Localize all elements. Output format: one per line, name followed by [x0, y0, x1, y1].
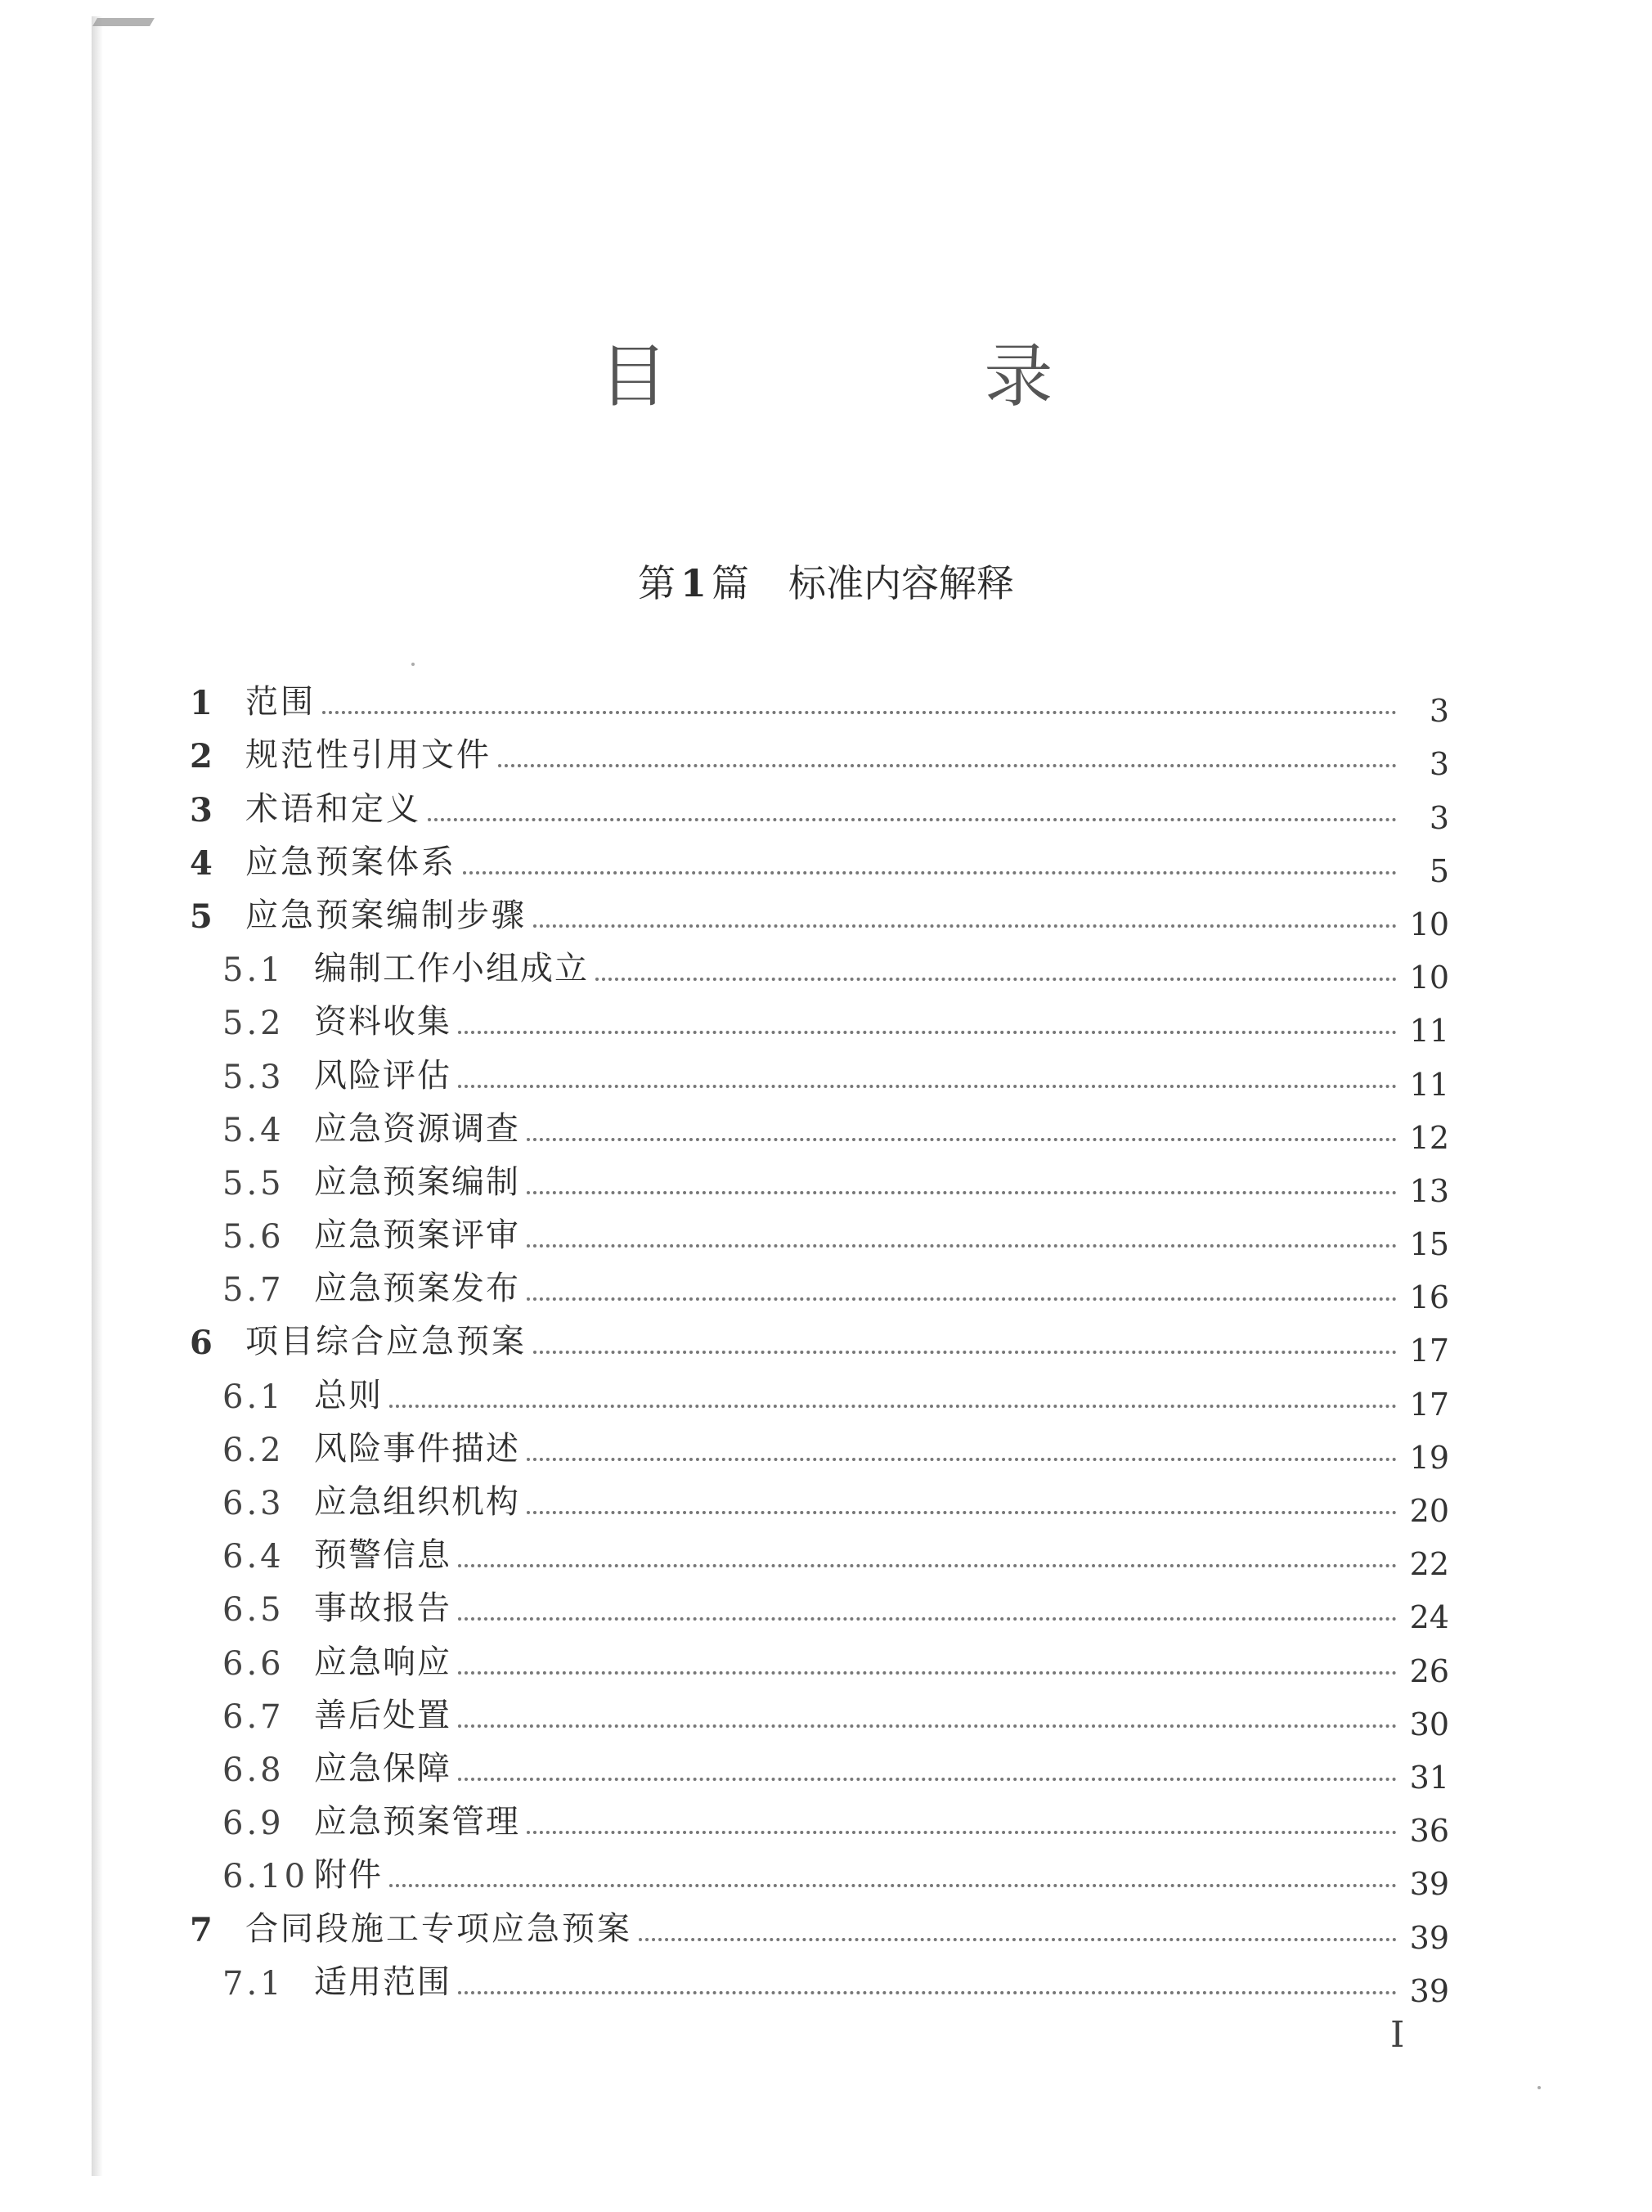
part-number: 1	[680, 561, 707, 605]
toc-dot-leader	[458, 1031, 1397, 1034]
toc-entry-number: 6.1	[222, 1378, 285, 1416]
toc-dot-leader	[527, 1297, 1397, 1301]
toc-entry-page: 16	[1409, 1279, 1449, 1316]
toc-entry-page: 3	[1429, 799, 1449, 836]
toc-entry[interactable]	[190, 1416, 1449, 1476]
toc-entry-title: 应急预案发布	[314, 1270, 520, 1308]
toc-entry-number: 6.3	[222, 1485, 285, 1522]
toc-dot-leader	[498, 764, 1397, 767]
toc-entry-number: 5.1	[222, 951, 285, 990]
toc-entry-title: 应急预案编制	[314, 1162, 520, 1201]
toc-entry[interactable]	[190, 1629, 1449, 1689]
toc-entry-page: 22	[1409, 1546, 1449, 1583]
part-heading	[0, 561, 1652, 605]
toc-dot-leader	[527, 1511, 1397, 1514]
toc-entry-title: 编制工作小组成立	[314, 950, 589, 988]
toc-entry[interactable]	[190, 776, 1449, 836]
toc-entry-number: 1	[190, 684, 213, 723]
toc-entry[interactable]	[190, 1895, 1449, 1956]
toc-entry[interactable]	[190, 1949, 1449, 2009]
toc-entry[interactable]	[190, 669, 1449, 730]
toc-dot-leader	[458, 1564, 1397, 1567]
toc-entry-page: 11	[1409, 1066, 1449, 1103]
toc-entry-title: 善后处置	[314, 1696, 451, 1734]
toc-entry[interactable]	[190, 1042, 1449, 1103]
toc-entry-title: 项目综合应急预案	[245, 1323, 527, 1361]
toc-entry-number: 5.4	[222, 1111, 285, 1149]
toc-dot-leader	[458, 1991, 1397, 1994]
toc-entry-title: 预警信息	[314, 1536, 451, 1575]
toc-entry-page: 39	[1409, 1972, 1449, 2009]
scan-speck	[1538, 2086, 1541, 2089]
toc-dot-leader	[595, 978, 1397, 981]
toc-dot-leader	[428, 818, 1397, 821]
toc-entry-number: 6.8	[222, 1751, 285, 1789]
toc-entry-page: 10	[1409, 906, 1449, 942]
toc-entry-number: 7.1	[222, 1964, 285, 2003]
toc-entry-title: 风险评估	[314, 1056, 451, 1095]
toc-entry-number: 2	[190, 737, 213, 776]
toc-entry-page: 19	[1409, 1439, 1449, 1476]
toc-entry-title: 附件	[314, 1856, 383, 1895]
toc-entry-page: 3	[1429, 693, 1449, 730]
toc-entry[interactable]	[190, 1096, 1449, 1156]
toc-entry[interactable]	[190, 1736, 1449, 1796]
toc-entry[interactable]	[190, 1256, 1449, 1316]
toc-entry-number: 5.5	[222, 1164, 285, 1203]
toc-dot-leader	[458, 1085, 1397, 1088]
toc-entry[interactable]	[190, 936, 1449, 996]
toc-dot-leader	[533, 1351, 1397, 1354]
toc-entry-title: 总则	[314, 1376, 383, 1414]
toc-entry-page: 24	[1409, 1599, 1449, 1636]
toc-entry-title: 应急资源调查	[314, 1109, 520, 1148]
toc-entry[interactable]	[190, 1522, 1449, 1583]
toc-entry[interactable]	[190, 989, 1449, 1050]
toc-entry-page: 17	[1409, 1333, 1449, 1369]
toc-dot-leader	[527, 1244, 1397, 1248]
toc-entry-page: 31	[1409, 1759, 1449, 1796]
toc-entry-title: 合同段施工专项应急预案	[245, 1909, 632, 1948]
toc-entry-number: 4	[190, 843, 213, 883]
toc-entry-page: 3	[1429, 746, 1449, 783]
toc-entry-number: 6.7	[222, 1697, 285, 1736]
toc-entry-page: 13	[1409, 1172, 1449, 1209]
toc-entry[interactable]	[190, 722, 1449, 783]
part-suffix: 篇	[712, 561, 749, 605]
toc-entry[interactable]	[190, 1789, 1449, 1850]
scan-speck	[411, 663, 415, 666]
toc-entry-page: 10	[1409, 960, 1449, 996]
toc-entry[interactable]	[190, 1203, 1449, 1263]
toc-entry-number: 5	[190, 897, 213, 936]
toc-entry[interactable]	[190, 1576, 1449, 1636]
toc-entry-title: 资料收集	[314, 1003, 451, 1041]
toc-dot-leader	[527, 1191, 1397, 1194]
toc-entry-title: 范围	[245, 683, 316, 722]
toc-entry[interactable]	[190, 830, 1449, 889]
toc-entry-title: 应急保障	[314, 1749, 451, 1787]
toc-entry-page: 36	[1409, 1813, 1449, 1850]
toc-entry-number: 7	[190, 1910, 213, 1949]
scan-corner-mark	[92, 18, 155, 26]
toc-entry-number: 5.7	[222, 1271, 285, 1310]
toc-entry[interactable]	[190, 1469, 1449, 1529]
toc-entry-number: 5.2	[222, 1005, 285, 1043]
toc-dot-leader	[527, 1138, 1397, 1141]
toc-entry[interactable]	[190, 1683, 1449, 1742]
toc-entry-page: 39	[1409, 1919, 1449, 1956]
toc-entry[interactable]	[190, 1362, 1449, 1423]
toc-entry-page: 30	[1409, 1706, 1449, 1742]
toc-entry-number: 5.6	[222, 1218, 285, 1257]
toc-entry-number: 3	[190, 790, 213, 830]
toc-entry-page: 26	[1409, 1652, 1449, 1689]
toc-entry[interactable]	[190, 883, 1449, 942]
toc-entry-title: 应急预案管理	[314, 1803, 520, 1841]
part-prefix: 第	[637, 561, 676, 605]
toc-entry-page: 15	[1409, 1226, 1449, 1263]
toc-entry-title: 规范性引用文件	[245, 736, 492, 775]
table-of-contents	[190, 669, 1449, 2009]
toc-dot-leader	[458, 1724, 1397, 1728]
toc-entry-page: 20	[1409, 1493, 1449, 1529]
toc-dot-leader	[389, 1884, 1397, 1887]
toc-entry[interactable]	[190, 1149, 1449, 1209]
toc-dot-leader	[533, 924, 1397, 928]
toc-dot-leader	[389, 1405, 1397, 1408]
toc-entry-page: 11	[1409, 1013, 1449, 1050]
toc-dot-leader	[463, 871, 1397, 874]
toc-entry-page: 39	[1409, 1866, 1449, 1903]
toc-entry-title: 风险事件描述	[314, 1429, 520, 1468]
toc-entry-title: 术语和定义	[245, 789, 421, 828]
toc-entry-title: 应急预案编制步骤	[245, 896, 527, 934]
toc-entry-title: 应急组织机构	[314, 1483, 520, 1521]
toc-dot-leader	[639, 1938, 1397, 1941]
toc-entry-page: 12	[1409, 1119, 1449, 1156]
toc-entry-title: 应急响应	[314, 1643, 451, 1681]
toc-dot-leader	[458, 1778, 1397, 1781]
toc-entry-number: 6.5	[222, 1591, 285, 1630]
toc-entry-number: 6.10	[222, 1858, 309, 1896]
toc-dot-leader	[527, 1458, 1397, 1461]
toc-entry[interactable]	[190, 1309, 1449, 1369]
toc-entry-number: 5.3	[222, 1058, 285, 1096]
toc-entry-number: 6.6	[222, 1644, 285, 1683]
toc-entry-page: 5	[1429, 852, 1449, 889]
toc-dot-leader	[458, 1617, 1397, 1621]
toc-entry-page: 17	[1409, 1386, 1449, 1423]
toc-entry-title: 应急预案评审	[314, 1216, 520, 1255]
toc-entry-number: 6.2	[222, 1431, 285, 1469]
toc-entry-title: 适用范围	[314, 1962, 451, 2001]
scan-shadow-edge	[92, 16, 103, 2176]
toc-entry-number: 6.9	[222, 1805, 285, 1843]
toc-dot-leader	[322, 711, 1397, 714]
toc-entry[interactable]	[190, 1842, 1449, 1903]
page-number: I	[1390, 2014, 1405, 2056]
toc-dot-leader	[458, 1671, 1397, 1675]
toc-dot-leader	[527, 1831, 1397, 1834]
toc-entry-number: 6	[190, 1324, 213, 1363]
toc-entry-title: 事故报告	[314, 1589, 451, 1628]
toc-entry-title: 应急预案体系	[245, 843, 456, 881]
part-title: 标准内容解释	[788, 561, 1014, 605]
toc-entry-number: 6.4	[222, 1538, 285, 1576]
page-title: 目 录	[599, 336, 1201, 416]
